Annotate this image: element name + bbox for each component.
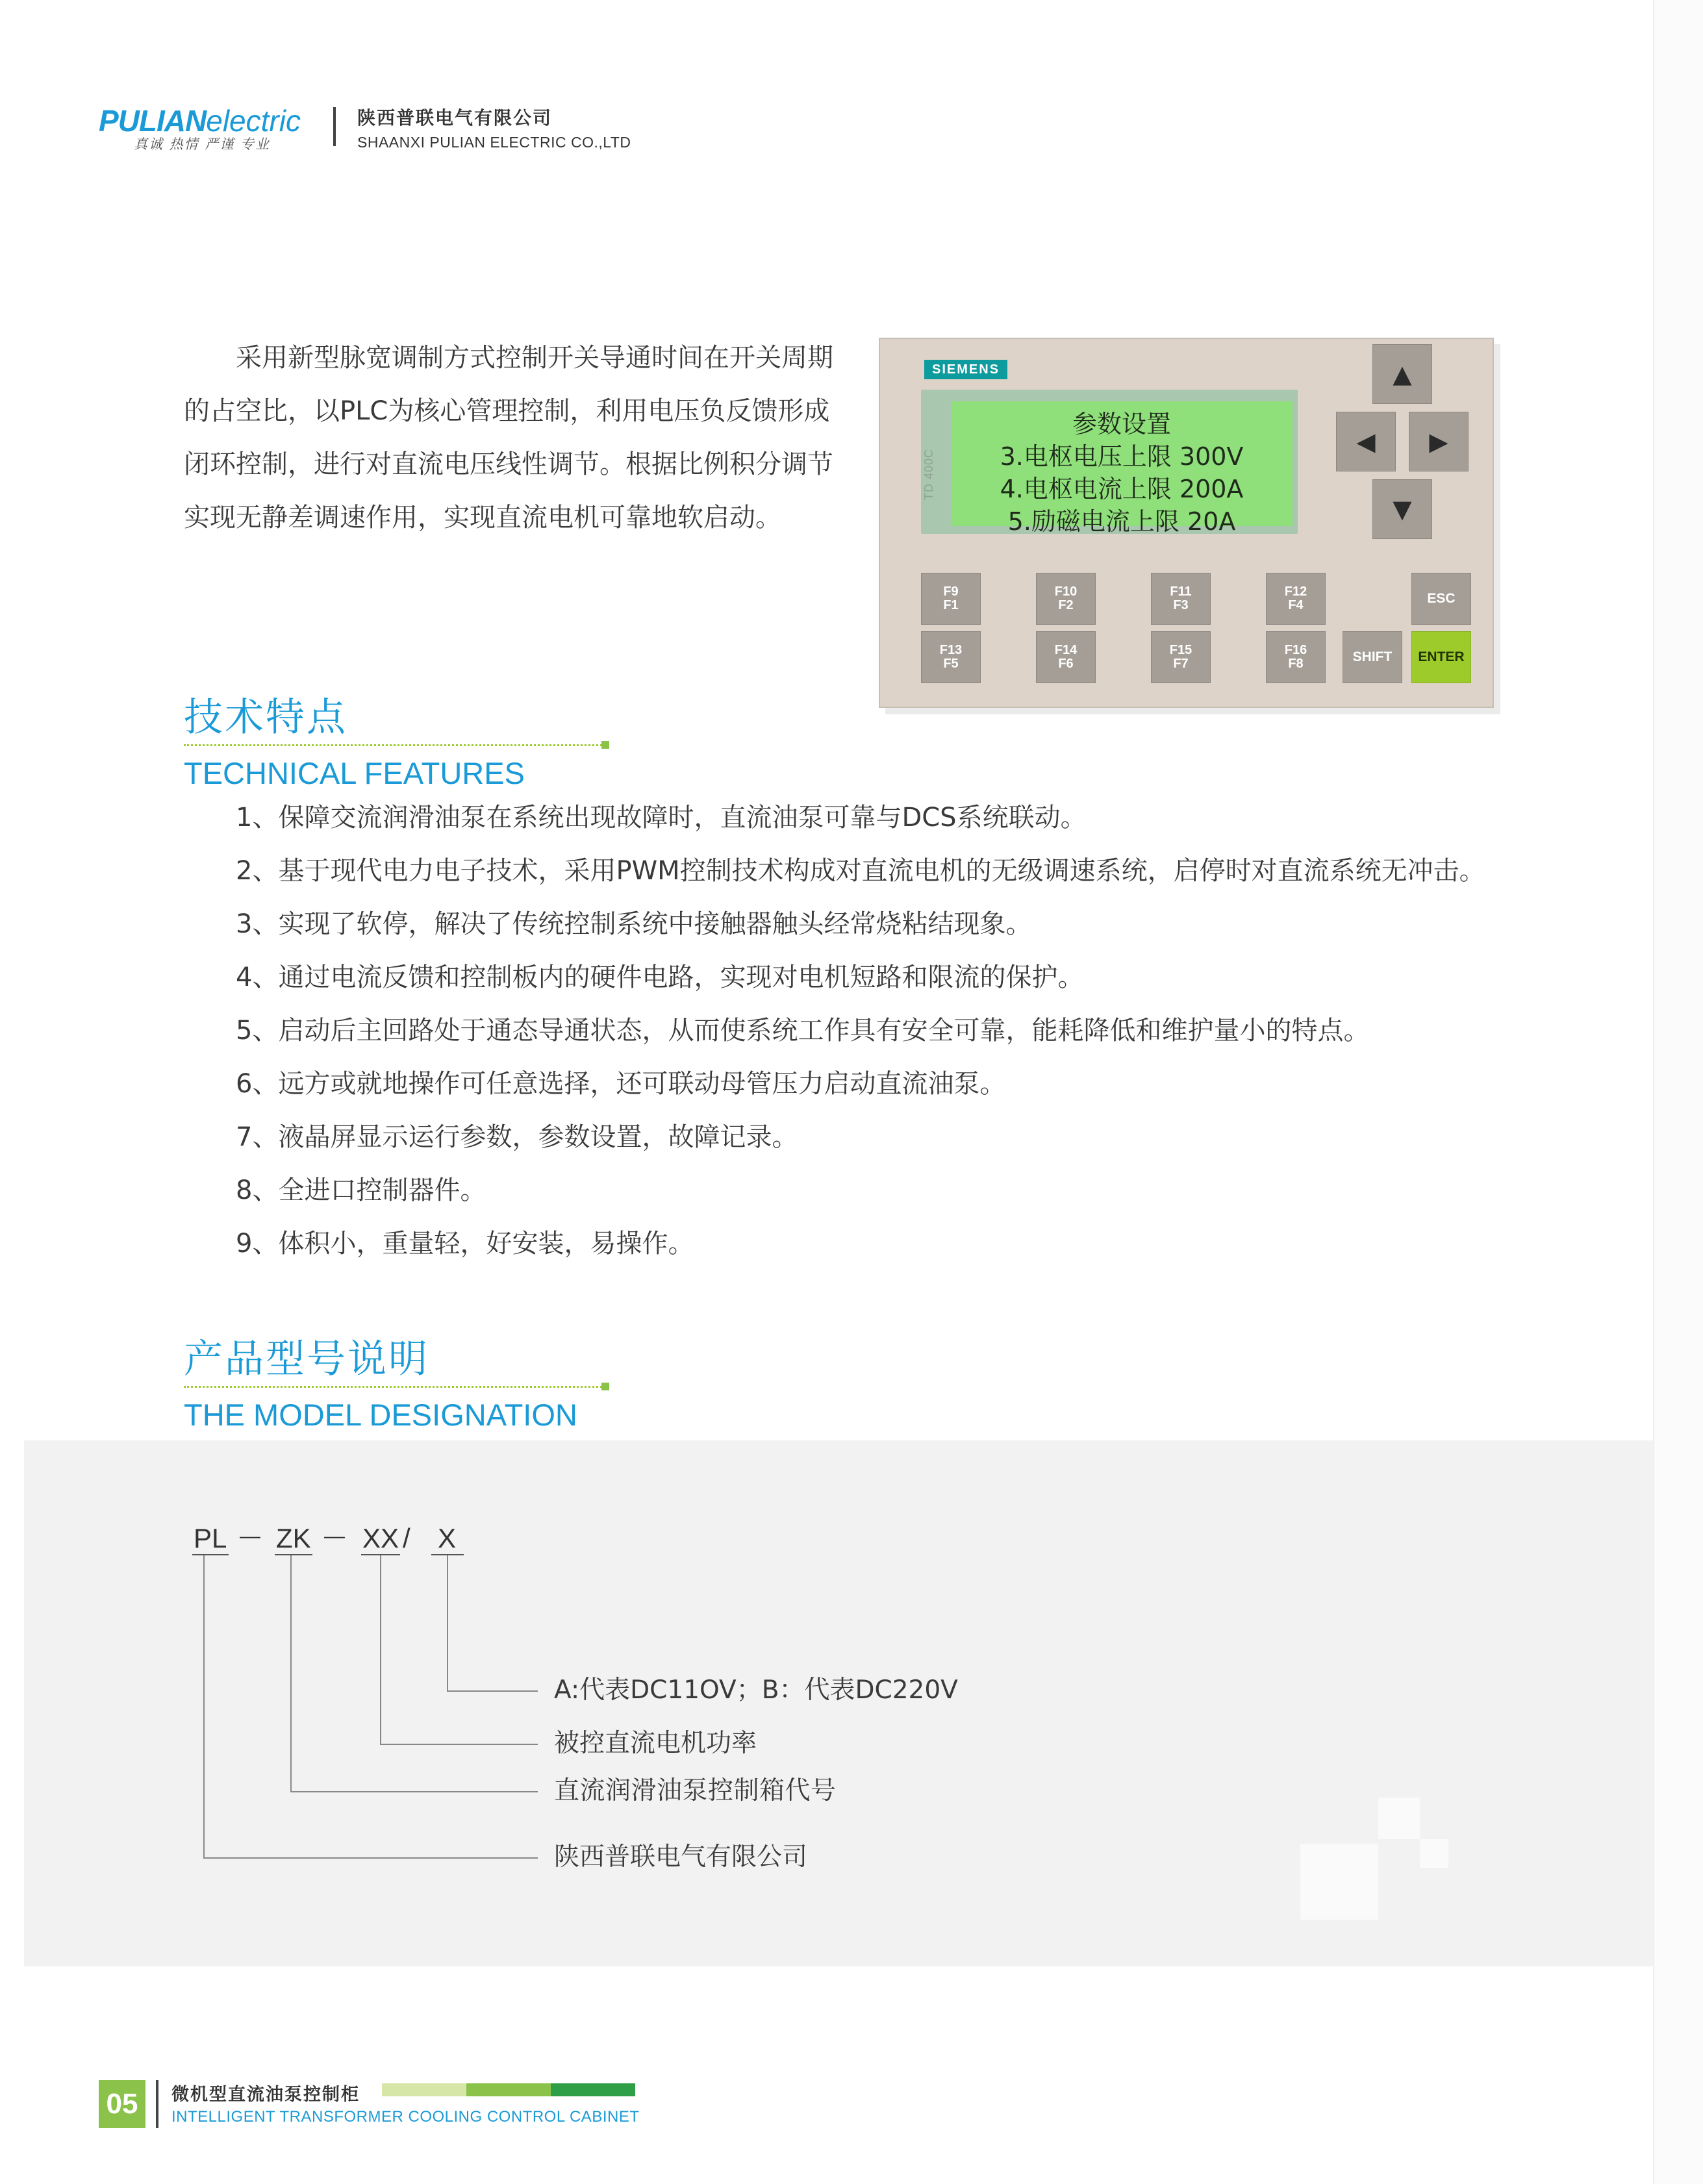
feature-item: 2、基于现代电力电子技术，采用PWM控制技术构成对直流电机的无级调速系统，启停时对直流系统无冲击。 [236,856,1485,886]
function-key-f10-f2 [1036,573,1096,625]
model-title-cn: 产品型号说明 [184,1337,429,1382]
function-key-f14-f6 [1036,631,1096,683]
feature-item: 6、远方或就地操作可任意选择，还可联动母管压力启动直流油泵。 [236,1069,1006,1099]
feature-item: 1、保障交流润滑油泵在系统出现故障时，直流油泵可靠与DCS系统联动。 [236,803,1087,833]
function-key-f9-f1 [921,573,981,625]
esc-key: ESC [1411,573,1471,625]
code-part-zk: ZK [276,1523,311,1553]
decorative-square [1420,1839,1448,1868]
company-name-cn: 陕西普联电气有限公司 [357,107,553,129]
connector-line [203,1555,205,1859]
designation-company: 陕西普联电气有限公司 [554,1842,808,1872]
feature-item: 9、体积小，重量轻，好安装，易操作。 [236,1229,694,1259]
lcd-line: 4.电枢电流上限 200A [1000,475,1244,503]
designation-motor-power: 被控直流电机功率 [554,1729,757,1758]
footer-title-en: INTELLIGENT TRANSFORMER COOLING CONTROL CABINET [171,2108,640,2126]
code-dash: － [236,1523,264,1553]
connector-line [447,1555,448,1692]
key-label-top: F16 [1284,643,1307,657]
features-list [184,791,1535,1270]
code-slash: / [403,1523,410,1553]
page-edge [1653,0,1703,2184]
code-underline [192,1554,229,1555]
key-label-bottom: F3 [1173,598,1189,612]
features-title-rule-dot [601,741,609,749]
lcd-line: 参数设置 [1072,410,1171,438]
panel-model-label: TD 400C [922,448,935,500]
siemens-brand-badge: SIEMENS [924,360,1007,379]
logo-wordmark-bold: PULIAN [99,104,207,138]
footer-title-cn: 微机型直流油泵控制柜 [171,2085,360,2105]
key-label-bottom: F1 [943,598,959,612]
key-label-bottom: F8 [1288,657,1304,671]
lcd-screen [951,401,1293,536]
key-label-bottom: F7 [1173,657,1189,671]
function-key-f12-f4 [1266,573,1326,625]
company-name-en: SHAANXI PULIAN ELECTRIC CO.,LTD [357,134,631,151]
page-number-badge: 05 [99,2080,145,2128]
function-key-f13-f5 [921,631,981,683]
lcd-bezel [921,390,1298,534]
connector-line [380,1555,381,1745]
arrow-right-icon: ▶ [1409,412,1469,471]
footer-color-bar [382,2083,466,2096]
arrow-left-icon: ◀ [1336,412,1396,471]
header-divider [333,107,336,146]
key-label-bottom: F2 [1058,598,1074,612]
feature-item: 4、通过电流反馈和控制板内的硬件电路，实现对电机短路和限流的保护。 [236,962,1084,992]
lcd-line: 3.电枢电压上限 300V [1000,442,1244,471]
model-title-rule [184,1386,606,1388]
hmi-panel-image [879,338,1494,708]
features-title-cn: 技术特点 [184,695,347,740]
feature-item: 7、液晶屏显示运行参数，参数设置，故障记录。 [236,1122,798,1152]
model-title-en: THE MODEL DESIGNATION [184,1398,577,1432]
shift-key: SHIFT [1343,631,1402,683]
footer-color-bar [466,2083,551,2096]
function-key-f11-f3 [1151,573,1211,625]
footer-divider [156,2080,158,2128]
designation-voltage: A:代表DC11OV；B：代表DC220V [554,1676,958,1705]
code-dash: － [321,1523,349,1553]
connector-line [380,1744,538,1745]
function-key-f15-f7 [1151,631,1211,683]
code-part-pl: PL [194,1523,227,1553]
code-part-x: X [438,1523,457,1553]
feature-item: 8、全进口控制器件。 [236,1175,486,1205]
connector-line [290,1555,292,1792]
connector-line [447,1690,538,1692]
key-label-top: F13 [939,643,963,657]
decorative-square [1300,1844,1378,1920]
enter-key: ENTER [1411,631,1471,683]
arrow-down-icon: ▼ [1372,479,1432,539]
features-title-en: TECHNICAL FEATURES [184,756,525,790]
feature-item: 5、启动后主回路处于通态导通状态，从而使系统工作具有安全可靠，能耗降低和维护量小的特点。 [236,1016,1370,1046]
function-key-f16-f8 [1266,631,1326,683]
model-title-rule-dot [601,1383,609,1390]
key-label-bottom: F4 [1288,598,1304,612]
key-label-top: F14 [1054,643,1078,657]
key-label-bottom: F5 [943,657,959,671]
key-label-bottom: F6 [1058,657,1074,671]
arrow-up-icon: ▲ [1372,344,1432,404]
code-part-xx: XX [362,1523,399,1553]
features-title-rule [184,744,606,746]
designation-cabinet-code: 直流润滑油泵控制箱代号 [554,1776,837,1805]
footer-color-bar [551,2083,635,2096]
logo-slogan: 真诚 热情 严谨 专业 [134,136,271,152]
company-logo [99,104,301,138]
lcd-line: 5.励磁电流上限 20A [1007,507,1236,536]
connector-line [203,1857,538,1859]
key-label-top: F15 [1169,643,1192,657]
feature-item: 3、实现了软停，解决了传统控制系统中接触器触头经常烧粘结现象。 [236,909,1032,939]
key-label-top: F9 [943,584,959,599]
connector-line [290,1791,538,1792]
decorative-square [1378,1798,1420,1839]
logo-wordmark-light: electric [206,104,301,138]
code-underline [275,1554,312,1555]
intro-paragraph [184,331,853,544]
intro-text: 采用新型脉宽调制方式控制开关导通时间在开关周期的占空比，以PLC为核心管理控制，利用电压负反馈形成闭环控制，进行对直流电压线性调节。根据比例积分调节实现无静差调速作用，实现直流电机可靠地软启动。 [184,343,833,533]
key-label-top: F12 [1284,584,1307,599]
key-label-top: F11 [1170,584,1192,599]
key-label-top: F10 [1054,584,1078,599]
